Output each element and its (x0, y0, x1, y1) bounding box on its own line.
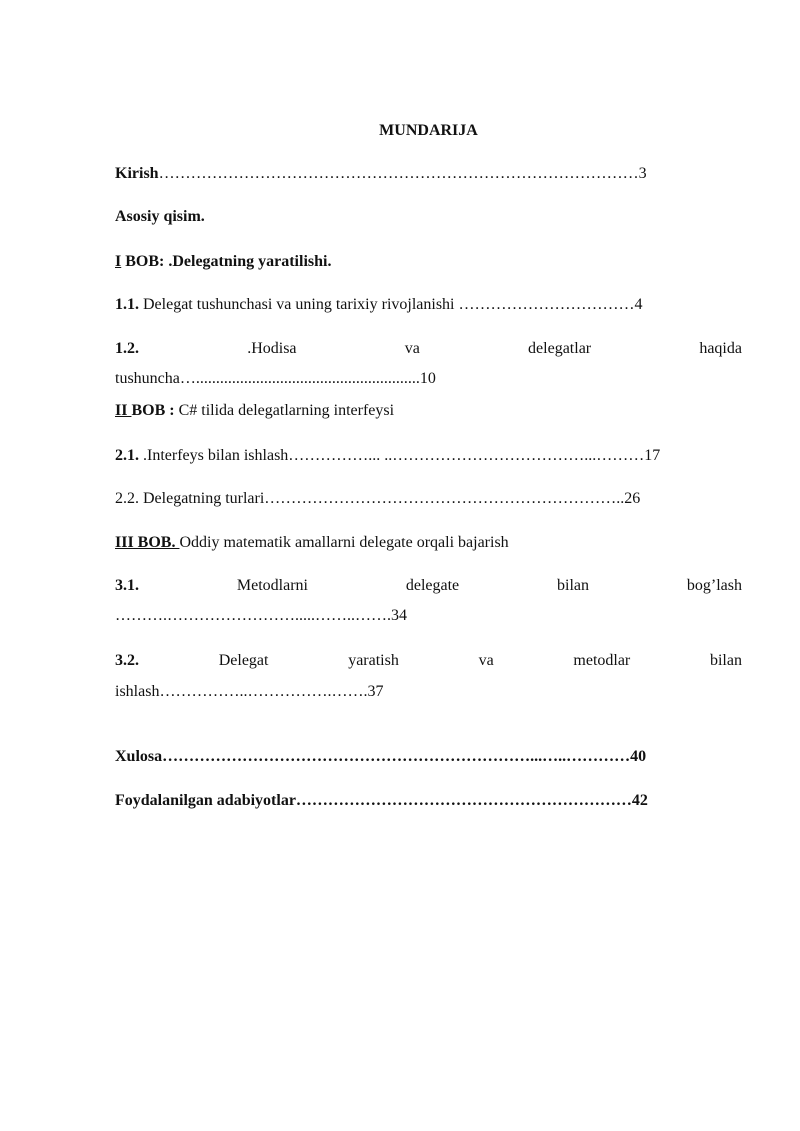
entry-word: bilan (557, 577, 590, 594)
entry-word: va (404, 340, 420, 357)
entry-dots: ……………………………………………………………………………… (158, 165, 639, 182)
entry-text: Oddiy matematik amallarni delegate orqali bajarish (179, 534, 509, 551)
toc-entry-bob3 (115, 533, 742, 553)
entry-dots: ……………... ..………………………………...……… (288, 447, 645, 464)
toc-entry-3-2-line1 (115, 651, 742, 671)
toc-entry-bob1 (115, 252, 742, 272)
entry-label: Foydalanilgan adabiyotlar (115, 792, 296, 809)
entry-label: Xulosa (115, 748, 163, 765)
entry-number: 2.1. (115, 447, 139, 464)
toc-entry-1-2-line1 (115, 339, 742, 359)
entry-word: bog’lash (686, 577, 742, 594)
toc-entry-foydalanilgan (115, 791, 742, 811)
entry-number: 2.2. (115, 490, 139, 507)
entry-text: C# tilida delegatlarning interfeysi (174, 402, 395, 419)
entry-dots: ……………………………………………………………...…..………… (162, 748, 631, 765)
entry-dots: ……………………………………………………… (295, 792, 632, 809)
entry-word: yaratish (348, 652, 399, 669)
entry-dots: ………………………………………………………….. (264, 490, 625, 507)
entry-page: 3 (638, 165, 647, 182)
entry-text: Delegat tushunchasi va uning tarixiy rivojlanishi (139, 296, 459, 313)
entry-word: metodlar (573, 652, 631, 669)
toc-entry-3-1-line1 (115, 576, 742, 596)
toc-entry-1-1 (115, 295, 742, 315)
entry-bold-label: BOB : (131, 402, 175, 419)
page-title: MUNDARIJA (379, 122, 478, 139)
entry-label: BOB: .Delegatning yaratilishi. (121, 253, 332, 270)
entry-word: bilan (709, 652, 742, 669)
toc-entry-xulosa (115, 747, 742, 767)
toc-entry-2-2 (115, 489, 742, 509)
entry-word: .Hodisa (247, 340, 297, 357)
entry-number: 3.1. (115, 577, 139, 594)
entry-word: Metodlarni (236, 577, 308, 594)
entry-number: II (115, 402, 132, 419)
entry-page: 42 (631, 792, 648, 809)
toc-entry-bob2 (115, 401, 742, 421)
toc-entry-asosiy: Asosiy qisim. (115, 208, 205, 225)
toc-entry-3-2-line2: ishlash……………..…………….…….37 (115, 683, 384, 700)
entry-text: Delegatning turlari (139, 490, 265, 507)
toc-entry-kirish (115, 164, 742, 184)
entry-number: 1.1. (115, 296, 139, 313)
entry-page: 4 (634, 296, 643, 313)
entry-number: I (115, 253, 122, 270)
entry-page: 26 (624, 490, 641, 507)
entry-text: .Interfeys bilan ishlash (139, 447, 289, 464)
toc-entry-2-1 (115, 446, 742, 466)
entry-dots: …………………………… (458, 296, 635, 313)
toc-entry-1-2-line2: tushuncha…........................................................10 (115, 370, 436, 387)
entry-page: 40 (630, 748, 647, 765)
entry-label: III BOB. (115, 534, 180, 551)
entry-word: va (478, 652, 494, 669)
entry-label: Kirish (115, 165, 159, 182)
entry-page: 17 (644, 447, 661, 464)
entry-word: delegate (405, 577, 460, 594)
entry-number: 3.2. (115, 652, 139, 669)
toc-entry-3-1-line2: ……….…………………….....……..…….34 (115, 607, 407, 624)
entry-word: Delegat (218, 652, 269, 669)
entry-word: delegatlar (528, 340, 592, 357)
entry-number: 1.2. (115, 340, 139, 357)
entry-word: haqida (699, 340, 742, 357)
